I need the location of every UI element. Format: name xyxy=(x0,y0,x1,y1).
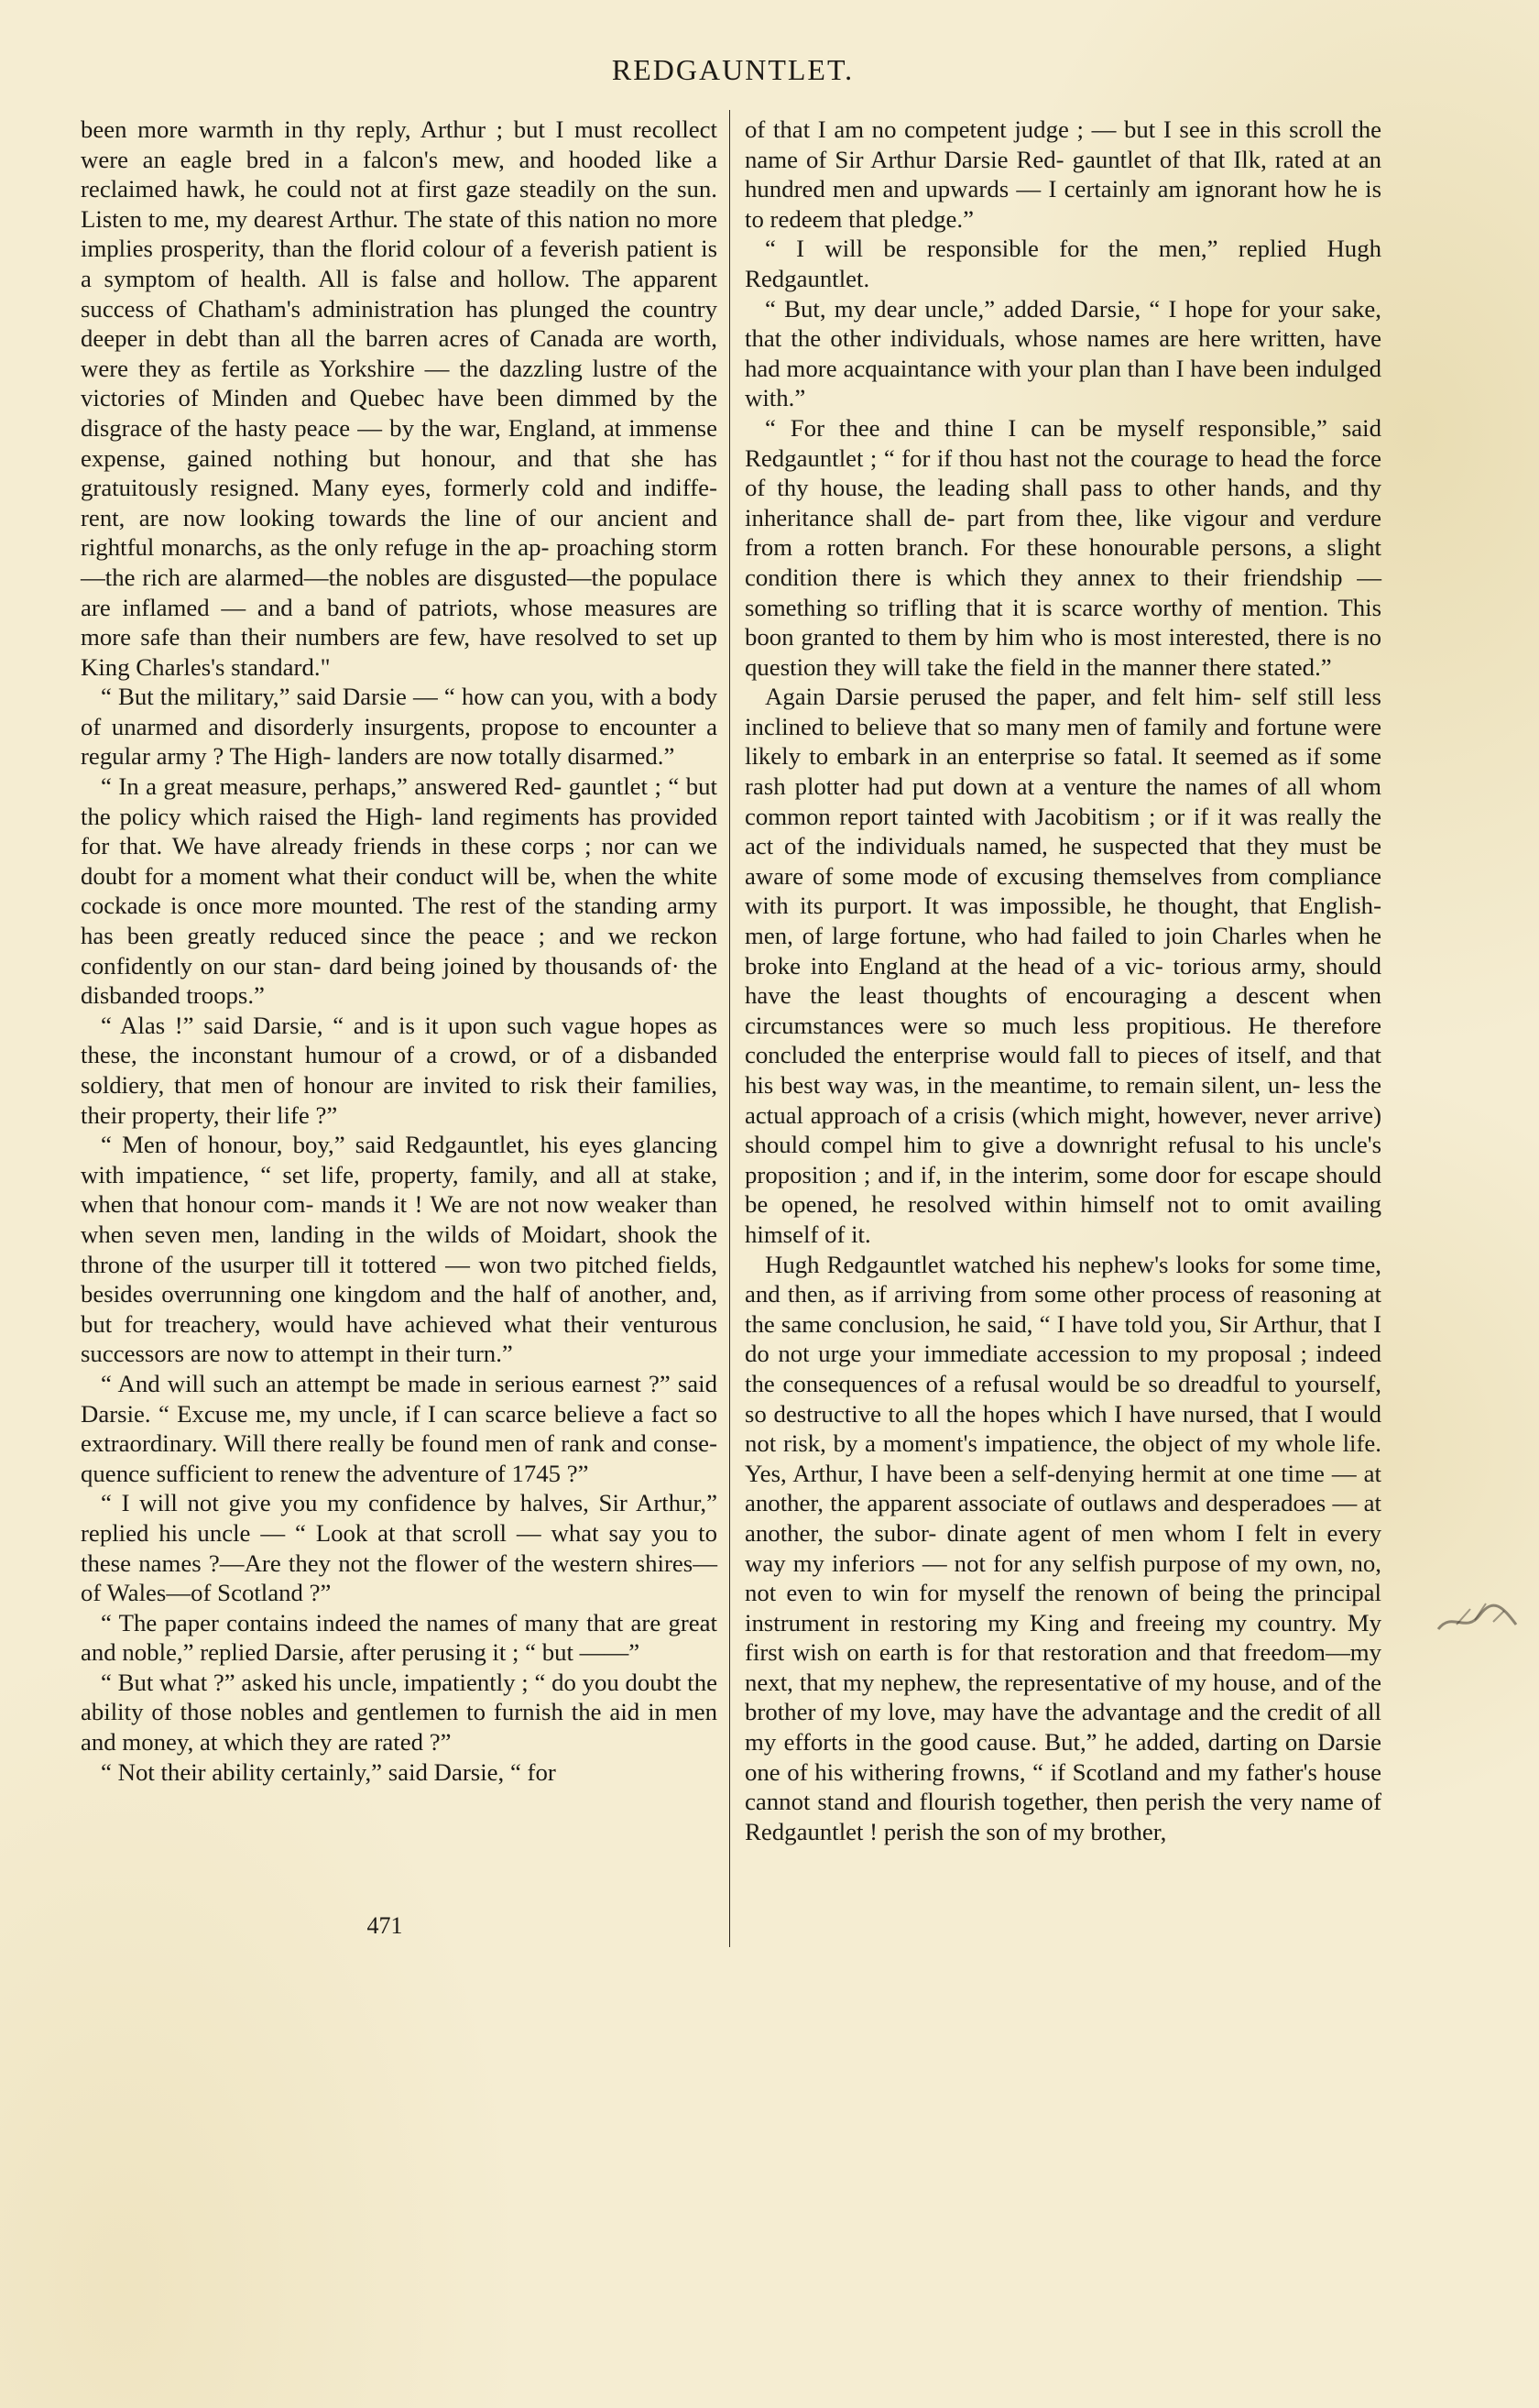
paragraph: “ But what ?” asked his uncle, impatiently ; “ do you doubt the ability of those nobles and gentlemen to furnish the aid in men and money, at which they are rated ?” xyxy=(81,1668,717,1757)
paragraph: “ But, my dear uncle,” added Darsie, “ I hope for your sake, that the other individuals, whose names are here written, have had more acquaintance with your plan than I have been indulged with.” xyxy=(745,294,1381,412)
ink-blot xyxy=(1429,1593,1521,1647)
paragraph: “ But the military,” said Darsie — “ how can you, with a body of unarmed and disorderly insurgents, propose to encounter a regular army ? The High- landers are now totally disarmed.” xyxy=(81,683,717,771)
paragraph: been more warmth in thy reply, Arthur ; but I must recollect were an eagle bred in a falcon's mew, and hooded like a reclaimed hawk, he could not at first gaze steadily on the sun. Listen to me, my dearest Arthur. The state of this nation no more implies prosperity, than the florid colour of a feverish patient is a symptom of health. All is false and hollow. The apparent success of Chatham's administration has plunged the country deeper in debt than all the barren acres of Canada are worth, were they as fertile as Yorkshire — the dazzling lustre of the victories of Minden and Quebec have been dimmed by the disgrace of the hasty peace — by the war, England, at immense expense, gained nothing but honour, and that she has gratuitously resigned. Many eyes, formerly cold and indiffe- rent, are now looking towards the line of our ancient and rightful monarchs, as the only refuge in the ap- proaching storm—the rich are alarmed—the nobles are disgusted—the populace are inflamed — and a band of patriots, whose measures are more safe than their numbers are few, have resolved to set up King Charles's standard." xyxy=(81,115,717,681)
paragraph: Again Darsie perused the paper, and felt him- self still less inclined to believe that so many men of family and fortune were likely to embark in an enterprise so fatal. It seemed as if some rash plotter had put down at a venture the names of all whom common report tainted with Jacobitism ; or if it was really the act of the individuals named, he suspected that they must be aware of some mode of excusing themselves from compliance with its purport. It was impossible, he thought, that English- men, of large fortune, who had failed to join Charles when he broke into England at the head of a vic- torious army, should have the least thoughts of encouraging a descent when circumstances were so much less propitious. He therefore concluded the enterprise would fall to pieces of itself, and that his best way was, in the meantime, to remain silent, un- less the actual approach of a crisis (which might, however, never arrive) should compel him to give a downright refusal to his uncle's proposition ; and if, in the interim, some door for escape should be opened, he resolved within himself not to omit availing himself of it. xyxy=(745,683,1381,1248)
paragraph: “ For thee and thine I can be myself responsible,” said Redgauntlet ; “ for if thou hast not the courage to head the force of thy house, the leading shall pass to other hands, and thy inheritance shall de- part from thee, like vigour and verdure from a rotten branch. For these honourable persons, a slight condition there is which they annex to their friendship — something so trifling that it is scarce worthy of mention. This boon granted to them by him who is most interested, there is no question they will take the field in the manner there stated.” xyxy=(745,413,1381,681)
paragraph: “ I will be responsible for the men,” replied Hugh Redgauntlet. xyxy=(745,235,1381,292)
paragraph: “ Men of honour, boy,” said Redgauntlet, his eyes glancing with impatience, “ set life, property, family, and all at stake, when that honour com- mands it ! We are not now weaker than when seven men, landing in the wilds of Moidart, shook the throne of the usurper till it tottered — won two pitched fields, besides overrunning one kingdom and the half of another, and, but for treachery, would have achieved what their venturous successors are now to attempt in their turn.” xyxy=(81,1131,717,1368)
page-number: 471 xyxy=(366,1912,403,1939)
paragraph: “ I will not give you my confidence by halves, Sir Arthur,” replied his uncle — “ Look at that scroll — what say you to these names ?—Are they not the flower of the western shires—of Wales—of Scotland ?” xyxy=(81,1489,717,1607)
paragraph: “ Alas !” said Darsie, “ and is it upon such vague hopes as these, the inconstant humour of a crowd, or of a disbanded soldiery, that men of honour are invited to risk their families, their property, their life ?” xyxy=(81,1011,717,1129)
left-column xyxy=(81,115,717,1787)
right-column xyxy=(745,115,1381,1846)
running-head: REDGAUNTLET. xyxy=(611,53,855,86)
paragraph: Hugh Redgauntlet watched his nephew's looks for some time, and then, as if arriving from some other process of reasoning at the same conclusion, he said, “ I have told you, Sir Arthur, that I do not urge your immediate accession to my proposal ; indeed the consequences of a refusal would be so dreadful to yourself, so destructive to all the hopes which I have nursed, that I would not risk, by a moment's impatience, the object of my whole life. Yes, Arthur, I have been a self-denying hermit at one time — at another, the apparent associate of outlaws and desperadoes — at another, the subor- dinate agent of men whom I felt in every way my inferiors — not for any selfish purpose of my own, no, not even to win for myself the renown of being the principal instrument in restoring my King and freeing my country. My first wish on earth is for that restoration and that freedom—my next, that my nephew, the representative of my house, and of the brother of my love, may have the advantage and the credit of all my efforts in the good cause. But,” he added, darting on Darsie one of his withering frowns, “ if Scotland and my father's house cannot stand and flourish together, then perish the very name of Redgauntlet ! perish the son of my brother, xyxy=(745,1250,1381,1845)
paragraph: “ Not their ability certainly,” said Darsie, “ for xyxy=(101,1757,556,1786)
paragraph: “ In a great measure, perhaps,” answered Red- gauntlet ; “ but the policy which raised the High- land regiments has provided for that. We have already friends in these corps ; nor can we doubt for a moment what their conduct will be, when the white cockade is once more mounted. The rest of the standing army has been greatly reduced since the peace ; and we reckon confidently on our stan- dard being joined by thousands of· the disbanded troops.” xyxy=(81,772,717,1010)
paragraph: of that I am no competent judge ; — but I see in this scroll the name of Sir Arthur Darsie Red- gauntlet of that Ilk, rated at an hundred men and upwards — I certainly am ignorant how he is to redeem that pledge.” xyxy=(745,115,1381,233)
column-rule xyxy=(729,110,730,1947)
paragraph: “ The paper contains indeed the names of many that are great and noble,” replied Darsie, after perusing it ; “ but ——” xyxy=(81,1608,717,1667)
paragraph: “ And will such an attempt be made in serious earnest ?” said Darsie. “ Excuse me, my uncle, if I can scarce believe a fact so extraordinary. Will there really be found men of rank and conse- quence sufficient to renew the adventure of 1745 ?” xyxy=(81,1369,717,1487)
